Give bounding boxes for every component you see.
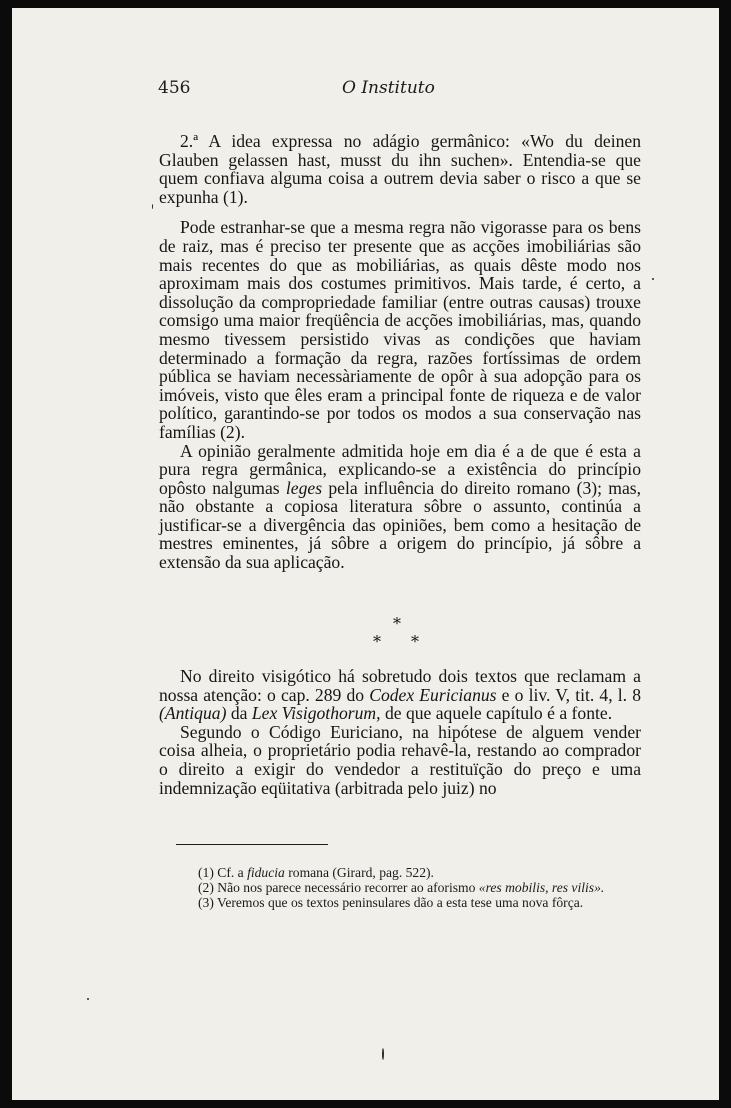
paragraph-visigothic-law: No direito visigótico há sobretudo dois textos que reclamam a nossa atenção: o cap. 289 do Codex Euricianus e o liv. V, tit. 4, l. 8 (Antiqua) da Lex Visigothorum, de que aquele capítulo é a fonte. [159,666,642,724]
book-page [12,8,719,1100]
paragraph-euric-code: Segundo o Código Euriciano, na hipótese de alguem vender coisa alheia, o proprietário podia rehavê-la, restando ao comprador o direito a exigir do vendedor a restituïção do preço e uma indemnização eqüitativa (arbitrada pelo juiz) no [159,721,641,798]
running-title: O Instituto [342,78,435,98]
paragraph-germanic-adage: 2.ª A idea expressa no adágio germânico: «Wo du deinen Glauben gelassen hast, musst du ihn suchen». Entendia-se que quem confiava alguma coisa a outrem devia saber o risco a que se expunha (1). [159,131,641,207]
italic-codex-euricianus: Codex Euricianus [369,684,497,705]
scan-speck [652,278,654,280]
paragraph-general-opinion: A opinião geralmente admitida hoje em dia é a de que é esta a pura regra germânica, explicando-se a existência do princípio opôsto nalgumas leges pela influência do direito romano (3); mas, não obstante a copiosa literatura sôbre o assunto, continúa a justificar-se a divergência das opiniões, bem como a hesitação de mestres eminentes, já sôbre a origem do princípio, já sôbre a extensão da sua aplicação. [159,440,642,573]
body-text-bottom [159,667,641,797]
body-text-top [159,132,641,572]
footnotes [180,866,640,910]
footnote-divider [176,844,328,845]
scan-speck [87,998,89,1000]
page-header [158,78,478,104]
page-number: 456 [158,78,191,98]
footnote-2: (2) Não nos parece necessário recorrer ao aforismo «res mobilis, res vilis». [198,879,605,895]
footnote-3: (3) Veremos que os textos peninsulares dão a esta tese uma nova fôrça. [198,894,584,910]
italic-leges: leges [285,477,323,498]
scan-speck [152,204,153,209]
paragraph-real-estate: Pode estranhar-se que a mesma regra não vigorasse para os bens de raiz, mas é preciso ter presente que as acções imobiliárias são mais recentes do que as mobiliárias, as quais dêste modo nos aproximam mais dos costumes primitivos. Mais tarde, é certo, a dissolução da compropriedade familiar (entre outras causas) trouxe comsigo uma maior freqüência de acções imobiliárias, mas, quando mesmo tivessem persistido vivas as condições que haviam determinado a formação da regra, razões fortíssimas de ordem pública se haviam necessàriamente de opôr à sua adopção para os imóveis, visto que êles eram a principal fonte de riqueza e de valor político, garantindo-se por todos os modos a sua conservação nas famílias (2). [159,217,641,442]
asterisk: * [393,614,401,633]
asterism-divider [367,614,427,656]
footnote-1: (1) Cf. a fiducia romana (Girard, pag. 522). [198,865,434,880]
asterisk: * [373,632,381,651]
scan-speck [382,1048,384,1060]
italic-lex-visigothorum: Lex Visigothorum, [251,703,381,724]
italic-antiqua: (Antiqua) [159,703,227,724]
asterisk: * [411,632,419,651]
